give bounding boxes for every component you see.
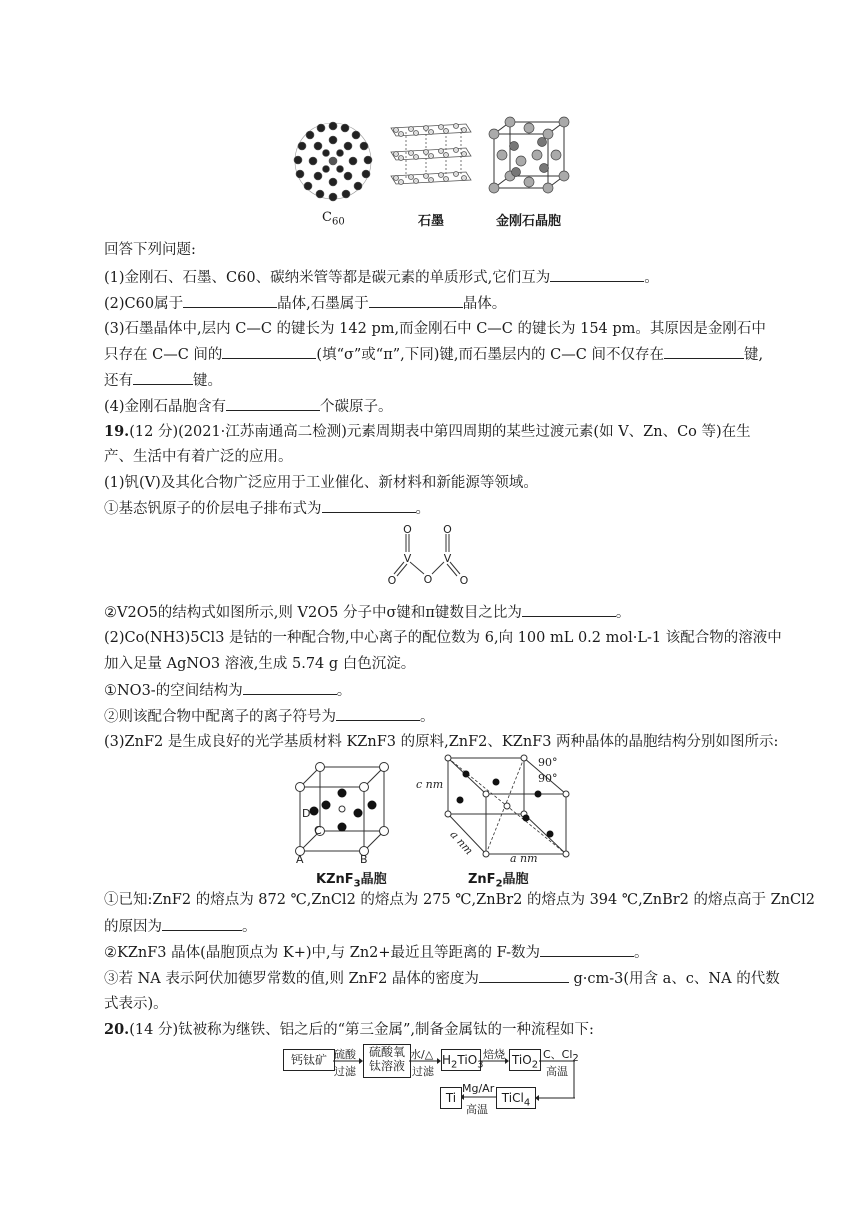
answer-blank[interactable] [479,968,569,983]
answer-blank[interactable] [183,293,277,308]
kznf3-label: KZnF$_3$晶胞 [316,872,387,890]
q20-head: 20.(14 分)钛被称为继铁、铝之后的“第三金属”,制备金属钛的一种流程如下: [104,1021,594,1038]
q19-s2a: (2)Co(NH3)5Cl3 是钴的一种配合物,中心离子的配位数为 6,向 100 mL 0.2 mol·L-1 该配合物的溶液中 [104,630,782,646]
answer-blank[interactable] [540,942,634,957]
flow-box-ticl4: TiCl$_4$ [496,1087,536,1109]
q19-s1a: ①基态钒原子的价层电子排布式为 。 [104,498,430,519]
answer-blank[interactable] [336,706,420,721]
flow-box-ti: Ti [440,1087,462,1109]
svg-text:c nm: c nm [416,778,444,791]
q19-s3a2: 的原因为 。 [104,916,257,937]
atom-o: O [443,524,452,536]
svg-text:90°: 90° [538,772,558,785]
svg-text:B: B [360,853,368,865]
svg-text:90°: 90° [538,756,558,769]
q18-part4: (4)金刚石晶胞含有 个碳原子。 [104,396,393,417]
svg-text:D: D [302,807,311,820]
znf2-label: ZnF$_2$晶胞 [468,872,529,890]
svg-text:C: C [314,824,322,837]
atom-o: O [459,574,469,587]
q19-s3b: ②KZnF3 晶体(晶胞顶点为 K+)中,与 Zn2+最近且等距离的 F-数为 。 [104,942,648,963]
answer-blank[interactable] [243,680,337,695]
q18-part3-cont: 只存在 C—C 间的 (填“σ”或“π”,下同)键,而石墨层内的 C—C 间不仅存在 键, [104,344,763,365]
answer-blank[interactable] [369,293,463,308]
q19-s3a: ①已知:ZnF2 的熔点为 872 ℃,ZnCl2 的熔点为 275 ℃,ZnBr2 的熔点为 394 ℃,ZnBr2 的熔点高于 ZnCl2 [104,892,815,908]
v2o5-structure [380,524,480,590]
q19-s3c3: 式表示)。 [104,996,168,1012]
graphite-label: 石墨 [418,214,445,229]
flow-box-h2tio3: $H_2TiO_3$ [441,1049,481,1071]
q19-s1: (1)钒(V)及其化合物广泛应用于工业催化、新材料和新能源等领域。 [104,475,538,491]
svg-text:a nm: a nm [510,852,538,864]
flow-box-tio2: TiO$_2$ [509,1049,541,1071]
q18-part3-end: 还有 键。 [104,370,222,391]
answer-blank[interactable] [133,370,193,385]
answer-blank[interactable] [322,498,416,513]
q19-s3: (3)ZnF2 是生成良好的光学基质材料 KZnF3 的原料,ZnF2、KZnF3 两种晶体的晶胞结构分别如图所示: [104,734,779,750]
atom-v: V [443,552,452,565]
diamond-figure [486,116,572,202]
q19-s2b: 加入足量 AgNO3 溶液,生成 5.74 g 白色沉淀。 [104,656,416,672]
atom-o: O [387,574,397,587]
answer-blank[interactable] [226,396,320,411]
answer-blank[interactable] [664,344,744,359]
flow-box-solution: 硫酸氧 钛溶液 [363,1044,411,1078]
c60-figure [290,118,376,204]
q18-part2: (2)C60属于 晶体,石墨属于 晶体。 [104,293,506,314]
atom-v: V [403,552,412,565]
q18-part3: (3)石墨晶体中,层内 C—C 的键长为 142 pm,而金刚石中 C—C 的键长为 154 pm。其原因是金刚石中 [104,321,766,337]
znf2-cell-figure [414,752,584,864]
q18-intro: 回答下列问题: [104,242,196,258]
q19-s2c: ①NO3-的空间结构为 。 [104,680,351,701]
diamond-label: 金刚石晶胞 [496,214,562,229]
atom-o: O [423,573,433,586]
answer-blank[interactable] [522,602,616,617]
atom-o: O [403,524,412,536]
answer-blank[interactable] [162,916,242,931]
q19-head2: 产、生活中有着广泛的应用。 [104,449,293,465]
q19-s1b: ②V2O5的结构式如图所示,则 V2O5 分子中σ键和π键数目之比为 。 [104,602,630,623]
q18-part1: (1)金刚石、石墨、C60、碳纳米管等都是碳元素的单质形式,它们互为 。 [104,267,659,288]
answer-blank[interactable] [550,267,644,282]
svg-text:A: A [296,853,304,865]
q19-head: 19.(12 分)(2021·江苏南通高二检测)元素周期表中第四周期的某些过渡元素(如 V、Zn、Co 等)在生 [104,423,751,440]
graphite-figure [386,116,476,202]
svg-text:a nm: a nm [447,828,476,858]
flow-box-ore: 钙钛矿 [283,1049,335,1071]
answer-blank[interactable] [222,344,316,359]
q19-s2d: ②则该配合物中配离子的离子符号为 。 [104,706,435,727]
kznf3-cell-figure [290,757,400,865]
q19-s3c: ③若 NA 表示阿伏加德罗常数的值,则 ZnF2 晶体的密度为 g·cm-3(用含 a、c、NA 的代数 [104,968,780,989]
c60-label: $C_{60}$ [322,210,345,228]
